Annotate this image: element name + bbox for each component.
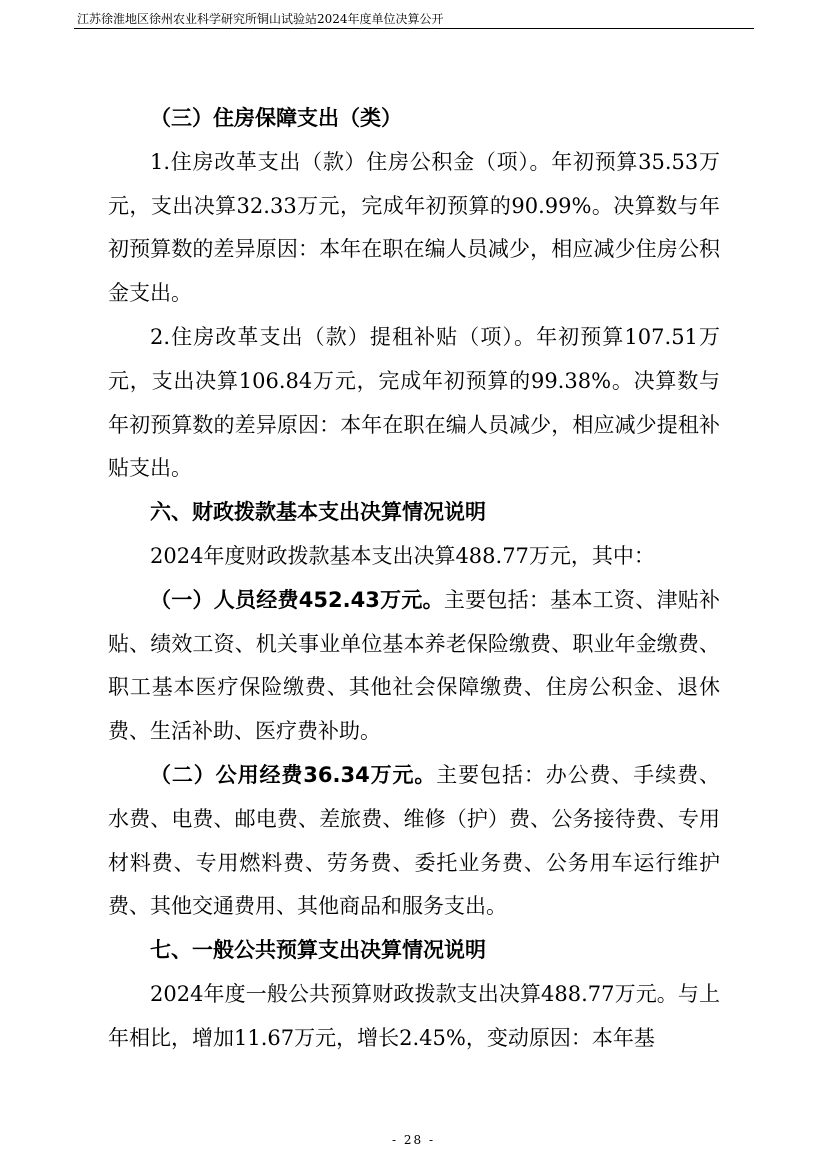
basic-expenditure-intro: 2024年度财政拨款基本支出决算488.77万元，其中： [150,543,655,568]
housing-paragraph-2: 2.住房改革支出（款）提租补贴（项）。年初预算107.51万元，支出决算106.84万元，完成年初预算的99.38%。决算数与年初预算数的差异原因：本年在职在编人员减少，相应减少提租补贴支出。 [108,324,720,481]
personnel-expense-paragraph [108,579,720,754]
housing-section-heading: （三）住房保障支出（类） [150,106,402,130]
public-expense-paragraph [108,754,720,929]
document-body [108,97,720,1061]
housing-paragraph-1: 1.住房改革支出（款）住房公积金（项）。年初预算35.53万元，支出决算32.33万元，完成年初预算的90.99%。决算数与年初预算数的差异原因：本年在职在编人员减少，相应减少住房公积金支出。 [108,149,720,306]
public-expense-label: （二）公用经费36.34万元。 [150,762,437,787]
basic-expenditure-heading: 六、财政拨款基本支出决算情况说明 [150,500,486,525]
general-budget-heading: 七、一般公共预算支出决算情况说明 [150,938,486,963]
header-divider [74,28,754,29]
personnel-expense-label: （一）人员经费452.43万元。 [150,587,444,612]
public-expense-text: 主要包括：办公费、手续费、水费、电费、邮电费、差旅费、维修（护）费、公务接待费、专用材料费、专用燃料费、劳务费、委托业务费、公务用车运行维护费、其他交通费用、其他商品和服务支出。 [108,762,720,919]
general-budget-paragraph: 2024年度一般公共预算财政拨款支出决算488.77万元。与上年相比，增加11.67万元，增长2.45%，变动原因：本年基 [108,981,720,1050]
page-header-title: 江苏徐淮地区徐州农业科学研究所铜山试验站2024年度单位决算公开 [77,12,444,26]
personnel-expense-text: 主要包括：基本工资、津贴补贴、绩效工资、机关事业单位基本养老保险缴费、职业年金缴费、职工基本医疗保险缴费、其他社会保障缴费、住房公积金、退休费、生活补助、医疗费补助。 [108,587,720,744]
page-number: - 28 - [391,1133,435,1147]
